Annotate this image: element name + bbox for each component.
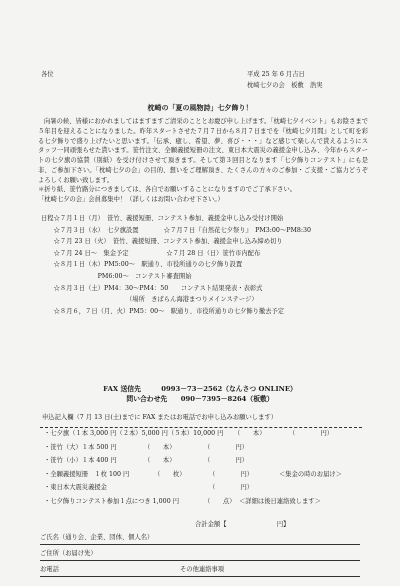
form-label: お電話 (40, 566, 59, 574)
body-text (38, 117, 368, 205)
item-amount[interactable]: （ 円） (204, 457, 249, 464)
schedule-item: ☆７月３日（水） 七夕旗設置 ☆７月７日『自然花七夕祭り』 PM3:00〜PM8:30 (41, 226, 312, 234)
total-amount[interactable]: 合計金額【 円】 (195, 521, 290, 528)
order-row-donation[interactable] (44, 483, 374, 497)
fax-line: FAX 送信先 0993－73－2562（なんさつ ONLINE） (103, 385, 297, 393)
item-qty[interactable]: （ 点） (204, 497, 236, 505)
schedule-item: ☆７月 23 日（火） 笹竹、義援短冊、コンテスト参加、義援金申し込み締め切り (41, 238, 283, 246)
body-paragraph: 向暑の候、皆様におかれましてはますますご清栄のこととお慶び申し上げます。「枕崎七夕イベント」もお陰さまで５年目を迎えることになりました。昨年スタートさせた７月７日から８月７日までを『枕崎七夕月間』として町を彩る七夕飾りで盛り上げたいと思います。「伝承、癒し、希望、夢、喜び・・・」など感じて楽しんで貰えるようにスタッフ一同頑張らせた貰います。笹竹注文、全願義援短冊の注文、東日本大震災の義援金申し込み、今年からスタートの七夕旗の協賛（別紙）を受け付けさせて頂きます。そして第３回目となります「七夕飾りコンテスト」にも是非、ご参加下さい。「枕崎七夕の会」の目的、想いをご理解頂き、たくさんの方々のご参加・ご支援・ご協力どうぞよろしくお願い致します。 (38, 118, 368, 184)
schedule-item: ☆８月６，７日（月、火）PM5：00〜 駅通り、市役所通りの七夕飾り撤去予定 (41, 307, 285, 315)
item-name: ・七夕飾りコンテスト参加１点につき 1,000 円 (44, 497, 179, 505)
schedule-item: ☆７月 24 日〜 集金予定 ☆７月 28 日（日）笹竹市内配布 (41, 249, 261, 257)
document-title: 枕崎の「夏の風物詩」七夕飾り！ (147, 103, 253, 112)
item-name: ・東日本大震災義援金 (44, 484, 107, 491)
form-label: ご住所（お届け先） (40, 550, 97, 558)
item-amount[interactable]: （ 円） (209, 484, 254, 491)
item-amount[interactable]: （ 円） (209, 470, 254, 478)
order-row-tanzaku[interactable] (44, 470, 374, 484)
schedule (41, 214, 371, 318)
schedule-item: 日程☆７月１日（月） 笹竹、義援短冊、コンテスト参加、義援金申し込み受付け開始 (41, 215, 284, 222)
item-qty[interactable]: （ 本） (144, 443, 176, 451)
order-row-flag[interactable] (44, 429, 374, 443)
order-row-contest[interactable] (44, 497, 374, 511)
sender: 枕崎七夕の会 板敷 浩実 (247, 82, 323, 89)
schedule-item: PM6:00〜 コンテスト審査開始 (41, 272, 192, 280)
item-note: ＜集金の時のお届け＞ (279, 470, 342, 478)
item-name: ・全願義援短冊 １枚 100 円 (44, 470, 130, 478)
member-recruit-note: 「枕崎七夕の会」会員募集中！（詳しくはお問い合わせ下さい。） (38, 196, 224, 203)
item-name: ・笹竹（大）１本 500 円 (44, 443, 117, 451)
divider (40, 427, 362, 428)
form-name-row[interactable] (40, 530, 360, 545)
item-note: ＜詳細は後日連絡致します＞ (239, 497, 321, 505)
schedule-item: ☆８月１日（木）PM5:00〜 駅通り、市役所通りの七夕飾り設置 (41, 261, 243, 269)
form-address-row[interactable] (40, 546, 360, 561)
order-row-bamboo-small[interactable] (44, 456, 374, 470)
item-name: ・七夕旗（１本 3,000 円（２本）5,000 円（５本）10,000 円 (44, 430, 224, 437)
schedule-item: ☆８月３日（土）PM4：30〜PM4：50 コンテスト結果発表・表彰式 (41, 284, 263, 292)
item-qty[interactable]: （ 本） (234, 430, 266, 437)
form-label: その他連絡事項 (180, 566, 225, 574)
recipient: 各位 (41, 71, 54, 78)
form-label: ご氏名（通り会、企業、団体、個人名） (40, 534, 154, 542)
item-amount[interactable]: （ 円） (204, 443, 249, 451)
phone-line: 問い合わせ先 090－7395－8264（板敷） (126, 394, 274, 403)
body-note: ＊折り紙、笹竹路分につきましては、各自でお願いすることになりますのでご了承下さい。 (38, 186, 297, 194)
application-heading: 申込記入欄（7 月 13 日(土)までに FAX またはお電話でお申し込みお願いします） (42, 414, 277, 421)
application-items (44, 429, 374, 510)
contact-info (0, 385, 400, 405)
form-phone-row[interactable] (40, 562, 360, 577)
schedule-item: （場所 きばらん海港まつりメインステージ） (41, 296, 258, 304)
item-amount[interactable]: （ 円） (289, 430, 334, 437)
issue-date: 平成 25 年 6 月吉日 (247, 71, 305, 78)
item-qty[interactable]: （ 本） (144, 457, 176, 464)
item-qty[interactable]: （ 枚） (154, 470, 186, 478)
item-name: ・笹竹（小）１本 400 円 (44, 457, 117, 464)
order-row-bamboo-large[interactable] (44, 443, 374, 457)
